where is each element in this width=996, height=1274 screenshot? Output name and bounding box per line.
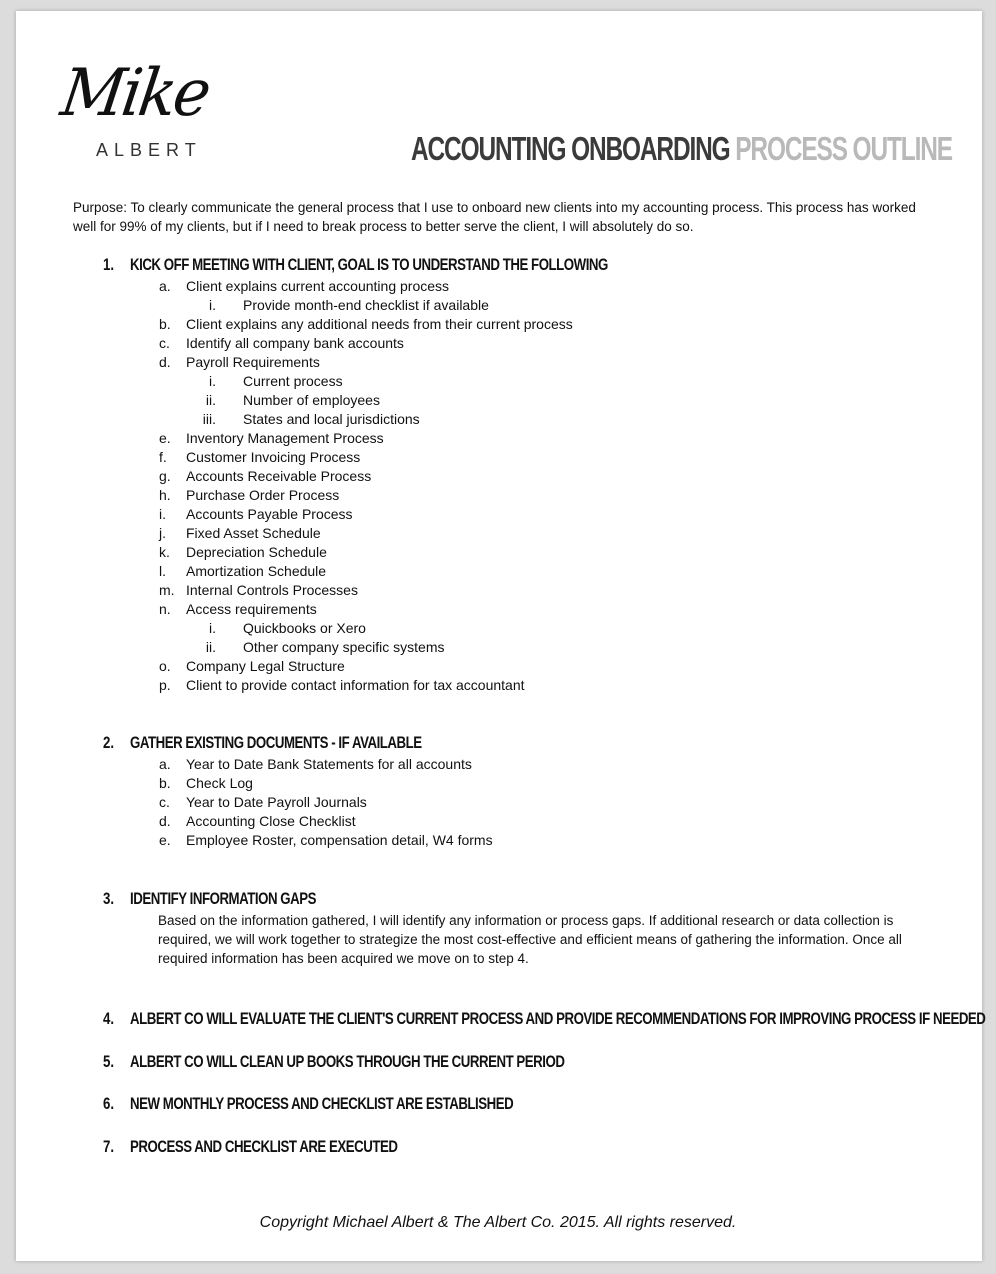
section-heading: IDENTIFY INFORMATION GAPS: [130, 889, 316, 908]
list-item-label: d.: [159, 354, 171, 370]
list-item: Identify all company bank accounts: [186, 335, 404, 351]
sub-item-label: ii.: [205, 639, 216, 655]
list-item-label: k.: [159, 544, 170, 560]
sub-list-item: Other company specific systems: [243, 639, 445, 655]
sub-item-label: i.: [209, 297, 216, 313]
sub-item-label: i.: [209, 620, 216, 636]
list-item: Depreciation Schedule: [186, 544, 327, 560]
section-heading: NEW MONTHLY PROCESS AND CHECKLIST ARE ESTABLISHED: [130, 1094, 514, 1113]
list-item-label: a.: [159, 756, 171, 772]
sub-item-label: i.: [209, 373, 216, 389]
list-item: Year to Date Bank Statements for all accounts: [186, 756, 472, 772]
list-item-label: g.: [159, 468, 171, 484]
section-heading: KICK OFF MEETING WITH CLIENT, GOAL IS TO UNDERSTAND THE FOLLOWING: [130, 255, 608, 274]
logo-signature: Mike: [56, 54, 213, 131]
list-item-label: l.: [159, 563, 166, 579]
list-item: Access requirements: [186, 601, 317, 617]
list-item: Internal Controls Processes: [186, 582, 358, 598]
section-heading: ALBERT CO WILL CLEAN UP BOOKS THROUGH THE CURRENT PERIOD: [130, 1052, 565, 1071]
list-item-label: o.: [159, 658, 171, 674]
purpose-text: Purpose: To clearly communicate the general process that I use to onboard new clients into my accounting process. This process has worked well for 99% of my clients, but if I need to break process to better serve the client, I will absolutely do so.: [73, 200, 916, 234]
copyright-footer: Copyright Michael Albert & The Albert Co. 2015. All rights reserved.: [259, 1214, 737, 1231]
title-light: PROCESS OUTLINE: [735, 130, 952, 167]
list-item: Check Log: [186, 775, 253, 791]
list-item-label: n.: [159, 601, 171, 617]
section-heading: ALBERT CO WILL EVALUATE THE CLIENT'S CURRENT PROCESS AND PROVIDE RECOMMENDATIONS FOR IMPROVING PROCESS IF NEEDED: [130, 1009, 986, 1028]
sub-list-item: States and local jurisdictions: [243, 411, 420, 427]
section-number: 1.: [103, 255, 115, 274]
section-heading: GATHER EXISTING DOCUMENTS - IF AVAILABLE: [130, 733, 422, 752]
section-number: 2.: [103, 733, 115, 752]
list-item-label: m.: [159, 582, 175, 598]
section-heading: PROCESS AND CHECKLIST ARE EXECUTED: [130, 1137, 398, 1156]
list-item-label: e.: [159, 832, 171, 848]
list-item-label: c.: [159, 335, 170, 351]
list-item: Company Legal Structure: [186, 658, 345, 674]
list-item: Client explains any additional needs from their current process: [186, 316, 573, 332]
list-item-label: b.: [159, 775, 171, 791]
sub-list-item: Provide month-end checklist if available: [243, 297, 489, 313]
list-item: Fixed Asset Schedule: [186, 525, 321, 541]
logo-subtitle: ALBERT: [96, 140, 202, 160]
section-number: 5.: [103, 1052, 115, 1071]
section-paragraph: Based on the information gathered, I will identify any information or process gaps. If additional research or data collection is required, we will work together to strategize the most cost-effective and efficient means of gathering the information. Once all required information has been acquired we move on to step 4.: [158, 913, 902, 966]
list-item-label: j.: [159, 525, 166, 541]
list-item: Amortization Schedule: [186, 563, 327, 579]
list-item-label: i.: [159, 506, 166, 522]
list-item-label: f.: [159, 449, 167, 465]
list-item: Purchase Order Process: [186, 487, 340, 503]
page-title: [411, 130, 952, 168]
sub-item-label: iii.: [202, 411, 216, 427]
sub-list-item: Current process: [243, 373, 343, 389]
list-item-label: a.: [159, 278, 171, 294]
list-item: Customer Invoicing Process: [186, 449, 361, 465]
list-item-label: d.: [159, 813, 171, 829]
list-item: Year to Date Payroll Journals: [186, 794, 367, 810]
list-item: Accounting Close Checklist: [186, 813, 356, 829]
list-item: Client explains current accounting process: [186, 278, 450, 294]
sub-item-label: ii.: [205, 392, 216, 408]
section-number: 7.: [103, 1137, 115, 1156]
list-item: Employee Roster, compensation detail, W4 forms: [186, 832, 493, 848]
sub-list-item: Number of employees: [243, 392, 380, 408]
list-item: Accounts Payable Process: [186, 506, 353, 522]
list-item-label: p.: [159, 677, 171, 693]
list-item: Accounts Receivable Process: [186, 468, 372, 484]
list-item: Inventory Management Process: [186, 430, 384, 446]
sub-list-item: Quickbooks or Xero: [243, 620, 366, 636]
list-item-label: b.: [159, 316, 171, 332]
section-number: 3.: [103, 889, 115, 908]
section-number: 6.: [103, 1094, 115, 1113]
list-item-label: h.: [159, 487, 171, 503]
list-item-label: c.: [159, 794, 170, 810]
list-item-label: e.: [159, 430, 171, 446]
section-number: 4.: [103, 1009, 115, 1028]
list-item: Client to provide contact information for tax accountant: [186, 677, 525, 693]
list-item: Payroll Requirements: [186, 354, 320, 370]
title-dark: ACCOUNTING ONBOARDING: [411, 130, 730, 167]
